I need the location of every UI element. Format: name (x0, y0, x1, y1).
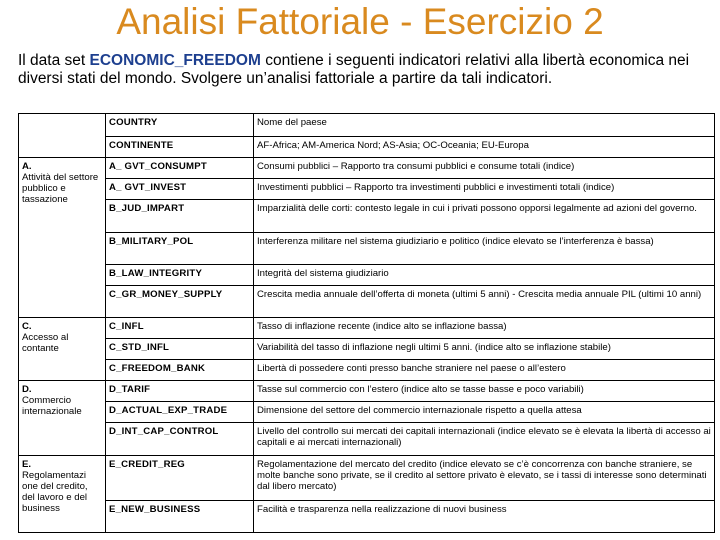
indicator-desc: Regolamentazione del mercato del credito (indice elevato se c’è concorrenza con banche straniere, se molte banche sono private, se il credito al settore privato è elevato, se i tassi di interesse sono determinati dal libero mercato) (254, 456, 715, 501)
indicator-desc: Tasso di inflazione recente (indice alto se inflazione bassa) (254, 318, 715, 339)
indicator-code: A_ GVT_INVEST (106, 179, 254, 200)
indicator-desc: Dimensione del settore del commercio internazionale rispetto a quella attesa (254, 402, 715, 423)
indicators-table (18, 113, 715, 533)
table-row (19, 200, 715, 233)
indicator-desc: Crescita media annuale dell’offerta di moneta (ultimi 5 anni) - Crescita media annuale PIL (ultimi 10 anni) (254, 286, 715, 318)
page-title: Analisi Fattoriale - Esercizio 2 (116, 1, 604, 42)
indicator-code: D_TARIF (106, 381, 254, 402)
empty-group-cell (19, 114, 106, 158)
indicator-desc: Nome del paese (254, 114, 715, 137)
table-row (19, 360, 715, 381)
group-desc: Regolamentazi one del credito, del lavoro e del business (22, 470, 88, 514)
indicator-code: A_ GVT_CONSUMPT (106, 158, 254, 179)
table-row (19, 233, 715, 265)
table-row (19, 158, 715, 179)
indicator-code: CONTINENTE (106, 137, 254, 158)
indicator-code: D_INT_CAP_CONTROL (106, 423, 254, 456)
intro-suffix: contiene i seguenti indicatori relativi alla libertà economica nei diversi stati del mondo. Svolgere un’analisi fattoriale a partire da tali indicatori. (18, 52, 690, 87)
dataset-name: ECONOMIC_FREEDOM (89, 52, 261, 69)
group-cell-e (19, 456, 106, 533)
indicator-desc: Libertà di possedere conti presso banche straniere nel paese o all’estero (254, 360, 715, 381)
intro-prefix: Il data set (18, 52, 90, 69)
table-row (19, 114, 715, 137)
table-row (19, 501, 715, 533)
group-desc: Commercio internazionale (22, 395, 82, 417)
table-row (19, 423, 715, 456)
group-code: A. (22, 161, 32, 172)
indicator-desc: Integrità del sistema giudiziario (254, 265, 715, 286)
table-row (19, 265, 715, 286)
group-code: C. (22, 321, 32, 332)
indicator-code: B_LAW_INTEGRITY (106, 265, 254, 286)
indicator-code: B_MILITARY_POL (106, 233, 254, 265)
indicator-code: C_STD_INFL (106, 339, 254, 360)
group-cell-d (19, 381, 106, 456)
indicator-desc: AF-Africa; AM-America Nord; AS-Asia; OC-Oceania; EU-Europa (254, 137, 715, 158)
table-row (19, 339, 715, 360)
group-cell-c (19, 318, 106, 381)
indicator-desc: Tasse sul commercio con l’estero (indice alto se tasse basse e poco variabili) (254, 381, 715, 402)
table-row (19, 286, 715, 318)
indicator-code: C_INFL (106, 318, 254, 339)
table-row (19, 179, 715, 200)
indicator-desc: Investimenti pubblici – Rapporto tra investimenti pubblici e investimenti totali (indice) (254, 179, 715, 200)
group-code: E. (22, 459, 32, 470)
table-row (19, 318, 715, 339)
indicator-code: B_JUD_IMPART (106, 200, 254, 233)
indicator-desc: Variabilità del tasso di inflazione negli ultimi 5 anni. (indice alto se inflazione stabile) (254, 339, 715, 360)
group-desc: Accesso al contante (22, 332, 69, 354)
indicator-desc: Facilità e trasparenza nella realizzazione di nuovi business (254, 501, 715, 533)
indicator-code: D_ACTUAL_EXP_TRADE (106, 402, 254, 423)
group-desc: Attività del settore pubblico e tassazione (22, 172, 99, 205)
table-row (19, 402, 715, 423)
intro-paragraph (18, 52, 708, 88)
indicator-code: C_GR_MONEY_SUPPLY (106, 286, 254, 318)
indicator-code: E_NEW_BUSINESS (106, 501, 254, 533)
indicator-code: COUNTRY (106, 114, 254, 137)
indicator-desc: Consumi pubblici – Rapporto tra consumi pubblici e consume totali (indice) (254, 158, 715, 179)
table-row (19, 381, 715, 402)
indicator-desc: Livello del controllo sui mercati dei capitali internazionali (indice elevato se è elevata la libertà di accesso ai capitali e ai mercati internazionali) (254, 423, 715, 456)
indicator-desc: Interferenza militare nel sistema giudiziario e politico (indice elevato se l’interferenza è bassa) (254, 233, 715, 265)
group-cell-a (19, 158, 106, 318)
table-row (19, 137, 715, 158)
indicator-code: C_FREEDOM_BANK (106, 360, 254, 381)
indicator-desc: Imparzialità delle corti: contesto legale in cui i privati possono opporsi legalmente ad azioni del governo. (254, 200, 715, 233)
table-row (19, 456, 715, 501)
indicator-code: E_CREDIT_REG (106, 456, 254, 501)
group-code: D. (22, 384, 32, 395)
